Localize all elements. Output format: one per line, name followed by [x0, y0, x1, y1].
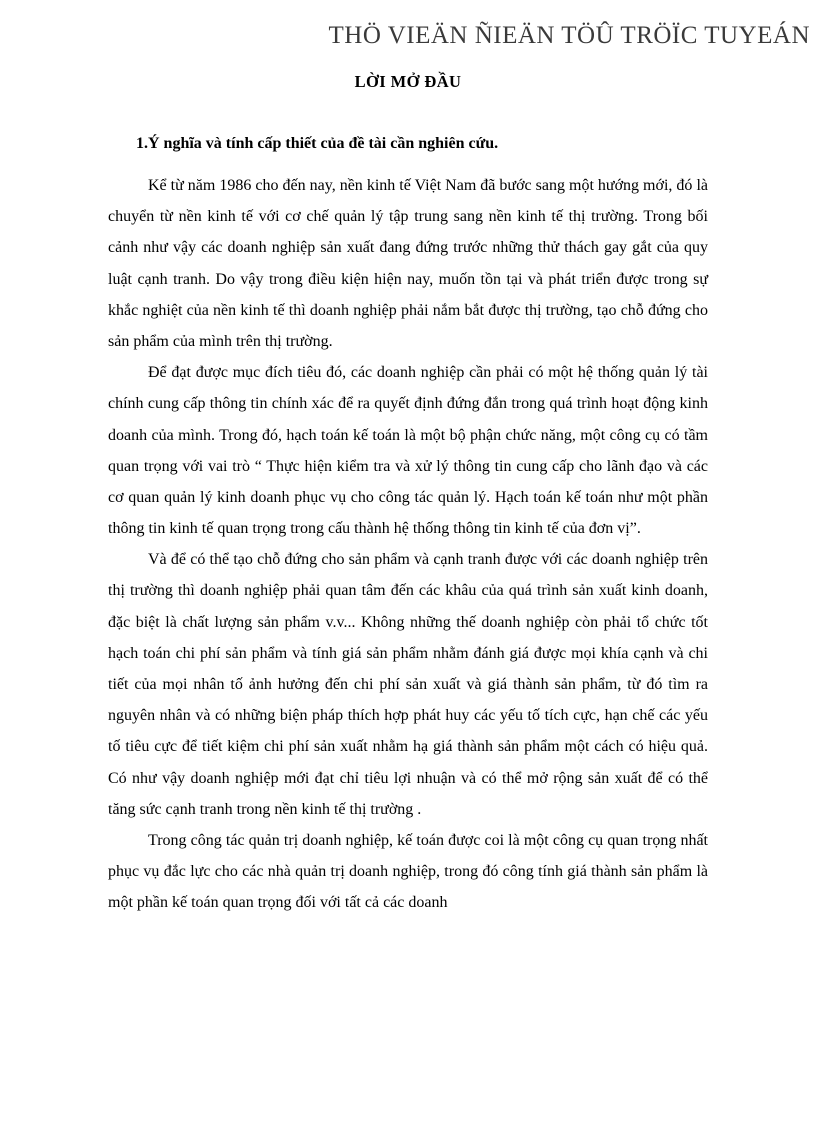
page-title: LỜI MỞ ĐẦU [354, 72, 462, 91]
document-body [108, 132, 708, 919]
paragraph: Và để có thể tạo chỗ đứng cho sản phẩm và cạnh tranh được với các doanh nghiệp trên thị trường thì doanh nghiệp phải quan tâm đến các khâu của quá trình sản xuất kinh doanh, đặc biệt là chất lượng sản phẩm v.v... Không những thế doanh nghiệp còn phải tổ chức tốt hạch toán chi phí sản phẩm và tính giá sản phẩm nhằm đánh giá được mọi khía cạnh và chi tiết của mọi nhân tố ảnh hưởng đến chi phí sản xuất và giá thành sản phẩm, từ đó tìm ra nguyên nhân và có những biện pháp thích hợp phát huy các yếu tố tích cực, hạn chế các yếu tố tiêu cực để tiết kiệm chi phí sản xuất nhằm hạ giá thành sản phẩm một cách có hiệu quả. Có như vậy doanh nghiệp mới đạt chỉ tiêu lợi nhuận và có thể mở rộng sản xuất để có thể tăng sức cạnh tranh trong nền kinh tế thị trường . [108, 551, 708, 818]
library-watermark: THÖ VIEÄN ÑIEÄN TÖÛ TRÖÏC TUYEÁN [328, 22, 810, 49]
paragraph: Kể từ năm 1986 cho đến nay, nền kinh tế Việt Nam đã bước sang một hướng mới, đó là chuyển từ nền kinh tế với cơ chế quản lý tập trung sang nền kinh tế thị trường. Trong bối cảnh như vậy các doanh nghiệp sản xuất đang đứng trước những thử thách gay gắt của quy luật cạnh tranh. Do vậy trong điều kiện hiện nay, muốn tồn tại và phát triển được trong sự khắc nghiệt của nền kinh tế thì doanh nghiệp phải nắm bắt được thị trường, tạo chỗ đứng cho sản phẩm của mình trên thị trường. [108, 177, 708, 350]
paragraph: Trong công tác quản trị doanh nghiệp, kế toán được coi là một công cụ quan trọng nhất phục vụ đắc lực cho các nhà quản trị doanh nghiệp, trong đó công tính giá thành sản phẩm là một phần kế toán quan trọng đối với tất cả các doanh [108, 831, 708, 912]
section-heading: 1.Ý nghĩa và tính cấp thiết của đề tài cần nghiên cứu. [136, 135, 499, 152]
paragraph: Để đạt được mục đích tiêu đó, các doanh nghiệp cần phải có một hệ thống quản lý tài chính cung cấp thông tin chính xác để ra quyết định đứng đắn trong quá trình hoạt động kinh doanh của mình. Trong đó, hạch toán kế toán là một bộ phận chức năng, một công cụ có tầm quan trọng với vai trò “ Thực hiện kiểm tra và xử lý thông tin cung cấp cho lãnh đạo và các cơ quan quản lý kinh doanh phục vụ cho công tác quản lý. Hạch toán kế toán như một phần thông tin kinh tế quan trọng trong cấu thành hệ thống thông tin kinh tế của đơn vị”. [108, 364, 708, 538]
